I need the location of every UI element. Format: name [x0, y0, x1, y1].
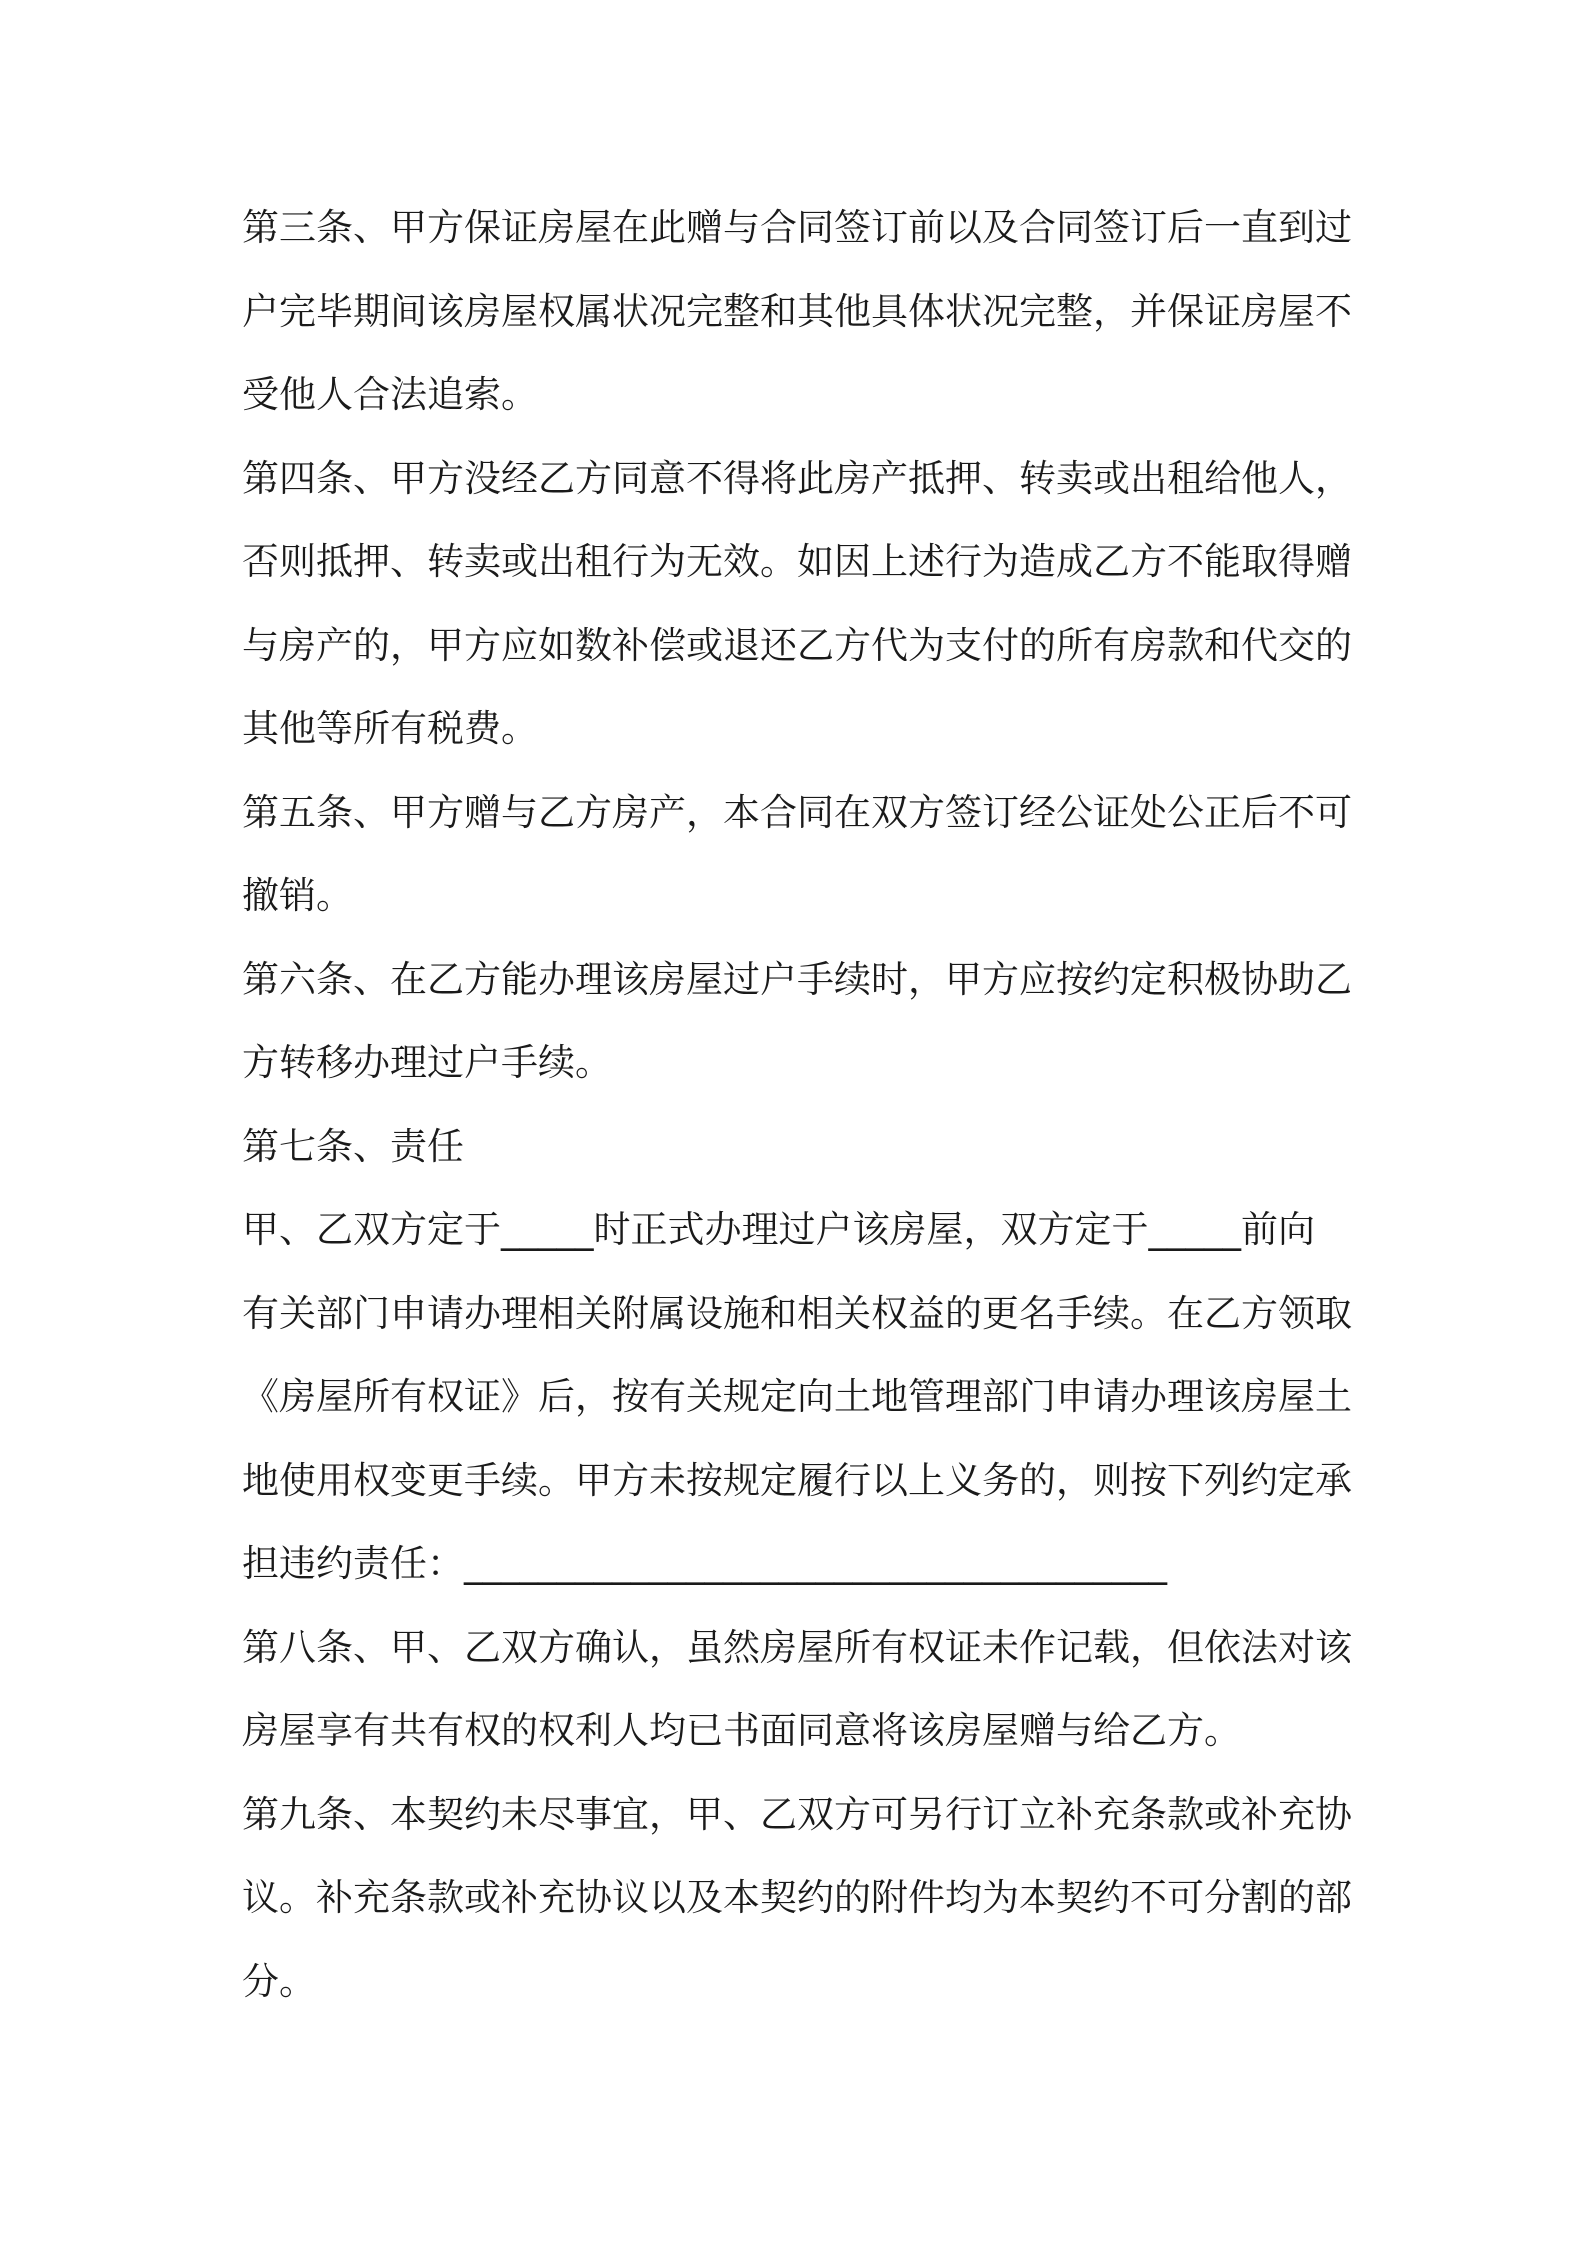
text-line: 第四条、甲方没经乙方同意不得将此房产抵押、转卖或出租给他人， [242, 456, 1352, 500]
text-line: 甲、乙双方定于_____时正式办理过户该房屋，双方定于_____前向 [242, 1208, 1315, 1251]
text-line: 撤销。 [242, 874, 353, 917]
text-line: 第九条、本契约未尽事宜，甲、乙双方可另行订立补充条款或补充协 [242, 1792, 1352, 1836]
text-line: 第八条、甲、乙双方确认，虽然房屋所有权证未作记载，但依法对该 [242, 1625, 1352, 1669]
text-line: 第七条、责任 [242, 1124, 464, 1168]
text-line: 第五条、甲方赠与乙方房产，本合同在双方签订经公证处公正后不可 [242, 790, 1352, 834]
text-line: 有关部门申请办理相关附属设施和相关权益的更名手续。在乙方领取 [242, 1291, 1352, 1335]
text-line: 担违约责任：______________________________________ [242, 1542, 1167, 1585]
document-body [242, 198, 1358, 2035]
text-line: 其他等所有税费。 [242, 707, 538, 750]
text-line: 户完毕期间该房屋权属状况完整和其他具体状况完整，并保证房屋不 [242, 289, 1352, 333]
text-line: 第六条、在乙方能办理该房屋过户手续时，甲方应按约定积极协助乙 [242, 957, 1352, 1001]
text-line: 否则抵押、转卖或出租行为无效。如因上述行为造成乙方不能取得赠 [242, 540, 1352, 583]
text-line: 地使用权变更手续。甲方未按规定履行以上义务的，则按下列约定承 [242, 1458, 1352, 1502]
text-line: 第三条、甲方保证房屋在此赠与合同签订前以及合同签订后一直到过 [242, 206, 1352, 249]
text-line: 受他人合法追索。 [242, 373, 538, 416]
text-line: 分。 [242, 1959, 316, 2003]
text-line: 方转移办理过户手续。 [242, 1041, 612, 1084]
text-line: 议。补充条款或补充协议以及本契约的附件均为本契约不可分割的部 [242, 1876, 1352, 1919]
text-line: 与房产的，甲方应如数补偿或退还乙方代为支付的所有房款和代交的 [242, 623, 1352, 667]
text-line: 《房屋所有权证》后，按有关规定向土地管理部门申请办理该房屋土 [242, 1375, 1352, 1418]
text-line: 房屋享有共有权的权利人均已书面同意将该房屋赠与给乙方。 [242, 1709, 1241, 1752]
